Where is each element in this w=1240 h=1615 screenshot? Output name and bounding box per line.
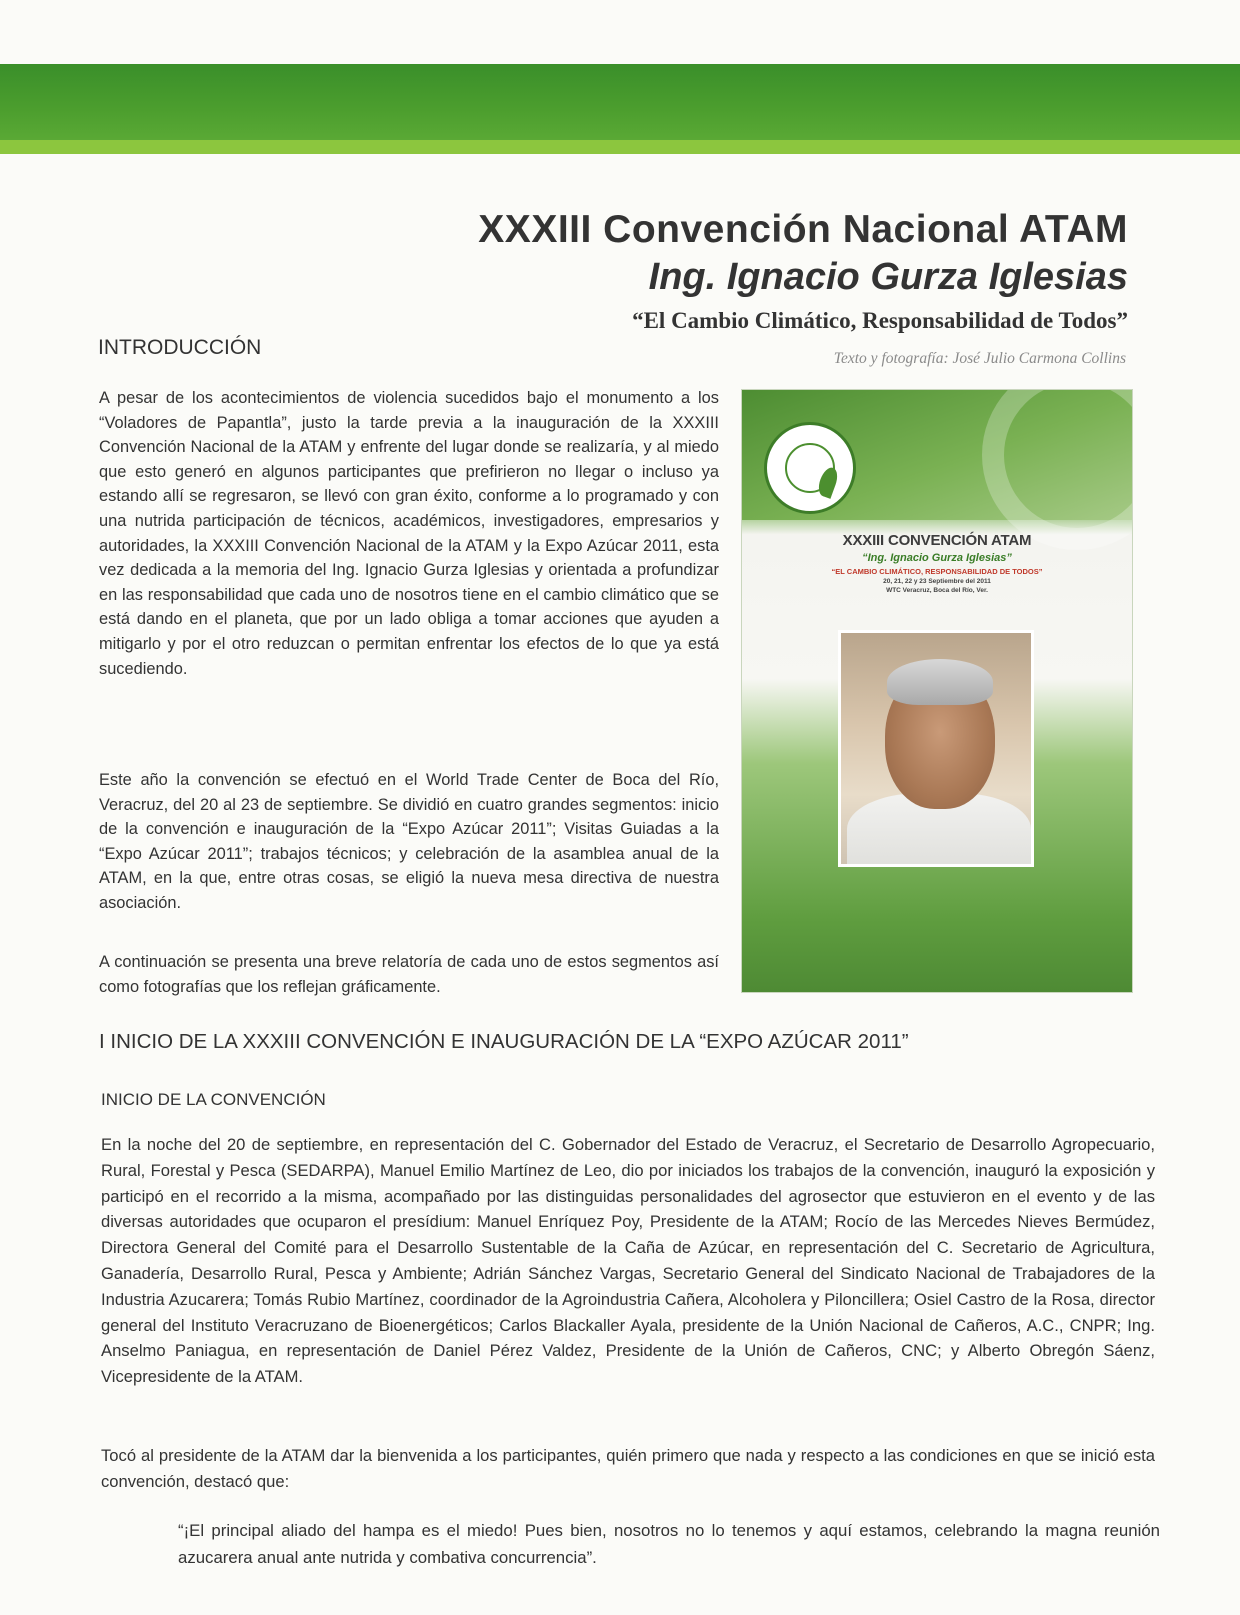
intro-paragraph-1: A pesar de los acontecimientos de violencia sucedidos bajo el monumento a los “Voladores de Papantla”, justo la tarde previa a la inauguración de la XXXIII Convención Nacional de la ATAM y enfrente del lugar donde se realizaría, y al miedo que esto generó en algunos participantes que prefirieron no llegar o incluso ya estando allí se regresaron, se llevó con gran éxito, conforme a lo programado y con una nutrida participación de técnicos, académicos, investigadores, empresarios y autoridades, la XXXIII Convención Nacional de la ATAM y la Expo Azúcar 2011, esta vez dedicada a la memoria del Ing. Ignacio Gurza Iglesias y orientada a profundizar en las responsabilidad que cada uno de nosotros tiene en el cambio climático que se está dando en el planeta, que por un lado obliga a tomar acciones que ayuden a mitigarlo y por el otro reduzcan o permitan enfrentar los efectos de lo que ya está sucediendo. xyxy=(99,389,719,678)
page-title: XXXIII Convención Nacional ATAM xyxy=(478,208,1128,251)
poster-theme: “EL CAMBIO CLIMÁTICO, RESPONSABILIDAD DE TODOS” xyxy=(831,567,1043,576)
section-subheading: INICIO DE LA CONVENCIÓN xyxy=(101,1090,326,1109)
section-paragraph-1: En la noche del 20 de septiembre, en representación del C. Gobernador del Estado de Veracruz, el Secretario de Desarrollo Agropecuario, Rural, Forestal y Pesca (SEDARPA), Manuel Emilio Martínez de Leo, dio por iniciados los trabajos de la convención, inauguró la exposición y participó en el recorrido a la misma, acompañado por las distinguidas personalidades del agrosector que estuvieron en el evento y de las diversas autoridades que ocuparon el presídium: Manuel Enríquez Poy, Presidente de la ATAM; Rocío de las Mercedes Nieves Bermúdez, Directora General del Comité para el Desarrollo Sustentable de la Caña de Azúcar, en representación del C. Secretario de Agricultura, Ganadería, Desarrollo Rural, Pesca y Ambiente; Adrián Sánchez Vargas, Secretario General del Sindicato Nacional de Trabajadores de la Industria Azucarera; Tomás Rubio Martínez, coordinador de la Agroindustria Cañera, Alcoholera y Piloncillera; Osiel Castro de la Rosa, director general del Instituto Veracruzano de Bioenergéticos; Carlos Blackaller Ayala, presidente de la Unión Nacional de Cañeros, A.C., CNPR; Ing. Anselmo Paniagua, en representación de Daniel Pérez Valdez, Presidente de la Unión de Cañeros, CNC; y Alberto Obregón Sáenz, Vicepresidente de la ATAM. xyxy=(101,1135,1155,1387)
convention-poster xyxy=(741,389,1133,993)
intro-paragraph-3: A continuación se presenta una breve relatoría de cada uno de estos segmentos así como fotografías que los reflejan gráficamente. xyxy=(99,953,719,996)
intro-heading: INTRODUCCIÓN xyxy=(98,336,262,359)
photo-credit: Texto y fotografía: José Julio Carmona Collins xyxy=(833,350,1126,367)
header-band-light xyxy=(0,140,1240,154)
poster-honoree: “Ing. Ignacio Gurza Iglesias” xyxy=(862,552,1012,564)
poster-dates: 20, 21, 22 y 23 Septiembre del 2011 xyxy=(883,578,991,585)
header-band-dark xyxy=(0,64,1240,140)
section-paragraph-2: Tocó al presidente de la ATAM dar la bienvenida a los participantes, quién primero que nada y respecto a las condiciones en que se inició esta convención, destacó que: xyxy=(101,1446,1155,1491)
gear-watermark-icon xyxy=(982,389,1133,550)
blockquote: “¡El principal aliado del hampa es el miedo! Pues bien, nosotros no lo tenemos y aquí estamos, celebrando la magna reunión azucarera anual ante nutrida y combativa concurrencia”. xyxy=(178,1521,1160,1567)
intro-paragraph-2: Este año la convención se efectuó en el World Trade Center de Boca del Río, Veracruz, del 20 al 23 de septiembre. Se dividió en cuatro grandes segmentos: inicio de la convención e inauguración de la “Expo Azúcar 2011”; Visitas Guiadas a la “Expo Azúcar 2011”; trabajos técnicos; y celebración de la asamblea anual de la ATAM, en la que, entre otras cosas, se eligió la nueva mesa directiva de nuestra asociación. xyxy=(99,771,719,912)
poster-title: XXXIII CONVENCIÓN ATAM xyxy=(842,532,1032,549)
atam-logo-icon xyxy=(764,422,856,514)
section-heading: I INICIO DE LA XXXIII CONVENCIÓN E INAUGURACIÓN DE LA “EXPO AZÚCAR 2011” xyxy=(99,1030,909,1053)
title-block xyxy=(478,206,1128,300)
cane-leaf-icon xyxy=(815,465,840,499)
portrait-photo xyxy=(838,630,1034,867)
theme-quote: “El Cambio Climático, Responsabilidad de Todos” xyxy=(632,308,1128,333)
page-subtitle: Ing. Ignacio Gurza Iglesias xyxy=(648,256,1128,298)
poster-venue: WTC Veracruz, Boca del Río, Ver. xyxy=(886,587,988,594)
